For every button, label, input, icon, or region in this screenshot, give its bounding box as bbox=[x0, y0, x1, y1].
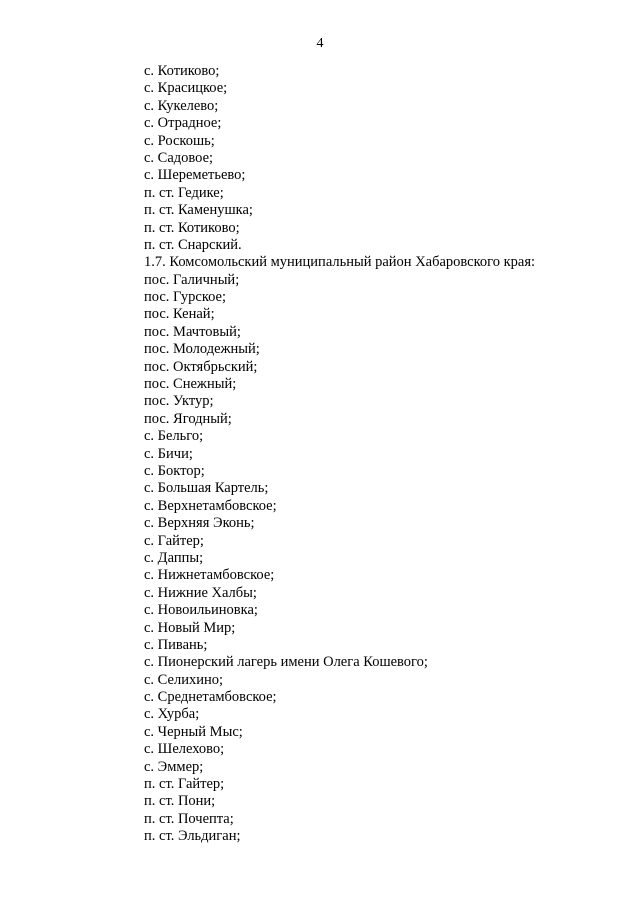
list-item: пос. Снежный; bbox=[144, 376, 237, 393]
list-item: с. Шелехово; bbox=[144, 741, 225, 758]
list-item: пос. Ягодный; bbox=[144, 410, 232, 427]
list-item: пос. Молодежный; bbox=[144, 341, 260, 358]
list-item: с. Гайтер; bbox=[144, 532, 204, 549]
list-item: пос. Галичный; bbox=[144, 271, 240, 288]
list-item: с. Хурба; bbox=[144, 706, 200, 723]
list-item: п. ст. Каменушка; bbox=[144, 202, 253, 219]
list-item: с. Нижнетамбовское; bbox=[144, 567, 275, 584]
list-item: с. Боктор; bbox=[144, 462, 205, 479]
list-item: с. Черный Мыс; bbox=[144, 723, 243, 740]
list-item: с. Даппы; bbox=[144, 549, 204, 566]
list-item: с. Котиково; bbox=[144, 63, 220, 79]
list-item: с. Бельго; bbox=[144, 428, 204, 445]
list-item: с. Среднетамбовское; bbox=[144, 689, 277, 706]
list-item: с. Новоильиновка; bbox=[144, 602, 258, 619]
list-item: пос. Кенай; bbox=[144, 306, 215, 323]
list-item: с. Кукелево; bbox=[144, 97, 219, 114]
list-item: с. Пионерский лагерь имени Олега Кошевого; bbox=[144, 654, 428, 671]
list-item: пос. Гурское; bbox=[144, 289, 227, 306]
list-item: с. Пивань; bbox=[144, 636, 208, 653]
list-item: с. Садовое; bbox=[144, 149, 214, 166]
settlement-list bbox=[144, 63, 535, 846]
section-heading: 1.7. Комсомольский муниципальный район Хабаровского края: bbox=[144, 254, 536, 271]
list-item: с. Нижние Халбы; bbox=[144, 584, 257, 601]
list-item: с. Шереметьево; bbox=[144, 167, 246, 184]
list-item: п. ст. Почепта; bbox=[144, 810, 234, 827]
list-item: с. Верхняя Эконь; bbox=[144, 515, 255, 532]
list-item: п. ст. Пони; bbox=[144, 793, 216, 810]
list-item: п. ст. Гайтер; bbox=[144, 776, 225, 793]
list-item: с. Новый Мир; bbox=[144, 619, 236, 636]
list-item: с. Бичи; bbox=[144, 445, 193, 462]
list-item: пос. Уктур; bbox=[144, 393, 214, 410]
list-item: п. ст. Снарский. bbox=[144, 236, 242, 253]
list-item: п. ст. Котиково; bbox=[144, 219, 240, 236]
list-item: с. Большая Картель; bbox=[144, 480, 269, 497]
list-item: с. Красицкое; bbox=[144, 80, 228, 97]
list-item: пос. Октябрьский; bbox=[144, 358, 258, 375]
list-item: с. Верхнетамбовское; bbox=[144, 497, 277, 514]
page-number: 4 bbox=[316, 36, 324, 51]
list-item: с. Эммер; bbox=[144, 758, 204, 775]
list-item: п. ст. Гедике; bbox=[144, 184, 224, 201]
list-item: с. Селихино; bbox=[144, 671, 224, 688]
list-item: п. ст. Эльдиган; bbox=[144, 828, 241, 845]
list-item: с. Отрадное; bbox=[144, 115, 222, 132]
list-item: пос. Мачтовый; bbox=[144, 323, 241, 340]
list-item: с. Роскошь; bbox=[144, 132, 215, 149]
